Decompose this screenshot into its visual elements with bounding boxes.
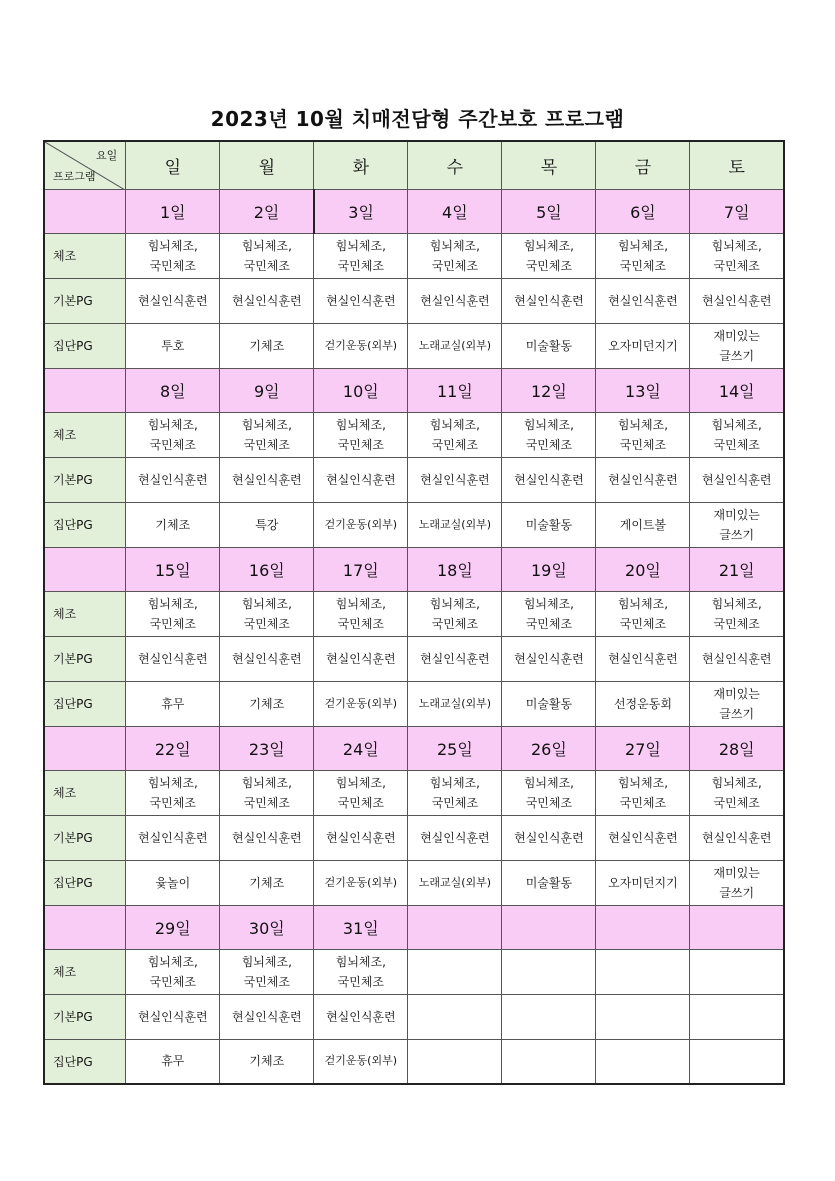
basic-pg-cell: 현실인식훈련 <box>126 457 220 502</box>
basic-pg-cell <box>690 994 784 1039</box>
group-pg-row <box>44 323 784 368</box>
exercise-cell-line: 국민체조 <box>619 616 667 631</box>
date-row-label-cell <box>44 547 126 591</box>
date-row-label-cell <box>44 726 126 770</box>
exercise-cell-line: 힘뇌체조, <box>147 238 198 253</box>
weekly-program-table <box>43 140 785 1085</box>
basic-pg-row <box>44 815 784 860</box>
date-cell: 20일 <box>596 547 690 591</box>
exercise-cell-line: 국민체조 <box>243 258 290 273</box>
group-pg-cell <box>596 323 690 368</box>
row-label-exercise: 체조 <box>44 233 126 278</box>
date-row <box>44 368 784 412</box>
date-cell: 17일 <box>314 547 408 591</box>
exercise-cell-line: 국민체조 <box>337 974 385 989</box>
exercise-cell-line: 힘뇌체조, <box>147 954 198 969</box>
date-cell: 24일 <box>314 726 408 770</box>
group-pg-cell <box>220 1039 314 1084</box>
group-pg-cell <box>126 860 220 905</box>
date-cell: 5일 <box>502 189 596 233</box>
group-pg-cell-line: 미술활동 <box>525 338 573 353</box>
basic-pg-cell: 현실인식훈련 <box>220 994 314 1039</box>
date-cell <box>596 905 690 949</box>
basic-pg-row <box>44 636 784 681</box>
group-pg-cell-line: 글쓰기 <box>719 527 755 542</box>
date-row-label-cell <box>44 368 126 412</box>
exercise-cell <box>502 770 596 815</box>
group-pg-cell <box>408 323 502 368</box>
group-pg-cell <box>690 502 784 547</box>
row-label-basic-pg: 기본PG <box>44 457 126 502</box>
group-pg-cell-line: 휴무 <box>161 1054 185 1069</box>
group-pg-cell-line: 걷기운동(외부) <box>324 517 398 531</box>
exercise-cell-line: 힘뇌체조, <box>241 954 292 969</box>
row-label-exercise: 체조 <box>44 591 126 636</box>
exercise-cell <box>220 949 314 994</box>
exercise-cell-line: 국민체조 <box>713 258 760 273</box>
basic-pg-cell: 현실인식훈련 <box>596 815 690 860</box>
group-pg-cell <box>596 860 690 905</box>
exercise-cell-line: 국민체조 <box>149 974 196 989</box>
exercise-cell <box>502 949 596 994</box>
group-pg-cell-line: 게이트볼 <box>619 517 667 532</box>
group-pg-cell-line: 미술활동 <box>525 517 573 532</box>
group-pg-cell <box>690 323 784 368</box>
exercise-cell-line: 힘뇌체조, <box>241 775 292 790</box>
exercise-cell-line: 힘뇌체조, <box>711 417 762 432</box>
basic-pg-cell: 현실인식훈련 <box>690 457 784 502</box>
date-row <box>44 189 784 233</box>
exercise-cell-line: 힘뇌체조, <box>429 596 480 611</box>
corner-header-cell <box>44 141 126 189</box>
date-cell <box>502 905 596 949</box>
basic-pg-cell: 현실인식훈련 <box>502 278 596 323</box>
exercise-cell <box>408 233 502 278</box>
exercise-cell <box>596 949 690 994</box>
exercise-row <box>44 949 784 994</box>
basic-pg-cell: 현실인식훈련 <box>220 636 314 681</box>
exercise-cell <box>314 233 408 278</box>
exercise-cell <box>314 949 408 994</box>
date-cell: 3일 <box>314 189 408 233</box>
row-label-basic-pg: 기본PG <box>44 815 126 860</box>
group-pg-cell <box>596 502 690 547</box>
group-pg-cell-line: 재미있는 <box>713 507 760 522</box>
exercise-cell <box>408 412 502 457</box>
exercise-row <box>44 770 784 815</box>
group-pg-cell-line: 노래교실(외부) <box>418 875 492 889</box>
group-pg-cell <box>314 323 408 368</box>
date-cell <box>408 905 502 949</box>
row-label-exercise: 체조 <box>44 949 126 994</box>
date-row <box>44 905 784 949</box>
exercise-cell-line: 국민체조 <box>337 258 385 273</box>
exercise-cell-line: 국민체조 <box>243 795 290 810</box>
group-pg-cell-line: 투호 <box>161 338 185 353</box>
group-pg-cell <box>314 681 408 726</box>
exercise-cell <box>596 233 690 278</box>
exercise-cell <box>502 591 596 636</box>
exercise-cell <box>502 412 596 457</box>
group-pg-cell <box>502 860 596 905</box>
exercise-cell-line: 국민체조 <box>525 437 573 452</box>
exercise-cell-line: 힘뇌체조, <box>335 596 386 611</box>
exercise-cell-line: 국민체조 <box>243 616 290 631</box>
exercise-cell-line: 국민체조 <box>619 258 667 273</box>
exercise-cell-line: 힘뇌체조, <box>711 596 762 611</box>
exercise-cell-line: 힘뇌체조, <box>523 775 574 790</box>
date-cell: 25일 <box>408 726 502 770</box>
group-pg-cell <box>126 502 220 547</box>
group-pg-cell <box>126 1039 220 1084</box>
date-cell: 8일 <box>126 368 220 412</box>
basic-pg-cell: 현실인식훈련 <box>314 994 408 1039</box>
exercise-row <box>44 233 784 278</box>
date-cell: 15일 <box>126 547 220 591</box>
exercise-cell-line: 국민체조 <box>713 616 760 631</box>
exercise-cell <box>408 949 502 994</box>
exercise-cell <box>126 412 220 457</box>
exercise-cell <box>314 412 408 457</box>
exercise-cell <box>690 949 784 994</box>
weekday-header: 월 <box>220 141 314 189</box>
group-pg-cell-line: 걷기운동(외부) <box>324 1054 398 1068</box>
exercise-cell-line: 힘뇌체조, <box>429 238 480 253</box>
exercise-cell-line: 국민체조 <box>525 258 573 273</box>
basic-pg-cell: 현실인식훈련 <box>502 636 596 681</box>
date-cell: 7일 <box>690 189 784 233</box>
basic-pg-cell: 현실인식훈련 <box>596 278 690 323</box>
date-cell: 31일 <box>314 905 408 949</box>
weekday-header: 토 <box>690 141 784 189</box>
exercise-cell-line: 국민체조 <box>431 616 479 631</box>
basic-pg-cell: 현실인식훈련 <box>314 815 408 860</box>
group-pg-cell <box>126 681 220 726</box>
schedule-body <box>44 189 784 1084</box>
basic-pg-cell: 현실인식훈련 <box>220 457 314 502</box>
date-cell: 30일 <box>220 905 314 949</box>
exercise-row <box>44 412 784 457</box>
basic-pg-cell: 현실인식훈련 <box>502 457 596 502</box>
weekday-header: 금 <box>596 141 690 189</box>
row-label-group-pg: 집단PG <box>44 1039 126 1084</box>
group-pg-cell-line: 기체조 <box>249 696 285 711</box>
basic-pg-cell: 현실인식훈련 <box>408 636 502 681</box>
group-pg-cell-line: 미술활동 <box>525 875 573 890</box>
weekday-header: 목 <box>502 141 596 189</box>
date-cell: 29일 <box>126 905 220 949</box>
basic-pg-cell <box>408 994 502 1039</box>
weekday-header: 화 <box>314 141 408 189</box>
exercise-cell-line: 힘뇌체조, <box>241 417 292 432</box>
exercise-cell-line: 힘뇌체조, <box>429 775 480 790</box>
group-pg-cell <box>690 860 784 905</box>
exercise-cell-line: 힘뇌체조, <box>523 238 574 253</box>
date-row <box>44 726 784 770</box>
basic-pg-cell: 현실인식훈련 <box>314 278 408 323</box>
exercise-cell <box>690 412 784 457</box>
group-pg-cell <box>502 1039 596 1084</box>
basic-pg-cell: 현실인식훈련 <box>220 278 314 323</box>
group-pg-cell-line: 특강 <box>255 517 279 532</box>
exercise-cell <box>596 591 690 636</box>
exercise-cell-line: 국민체조 <box>619 795 667 810</box>
group-pg-cell-line: 오자미던지기 <box>608 875 678 890</box>
date-cell: 4일 <box>408 189 502 233</box>
group-pg-cell <box>314 860 408 905</box>
exercise-cell-line: 국민체조 <box>525 795 573 810</box>
date-cell: 19일 <box>502 547 596 591</box>
exercise-cell <box>408 591 502 636</box>
group-pg-cell-line: 노래교실(외부) <box>418 517 492 531</box>
basic-pg-cell: 현실인식훈련 <box>126 815 220 860</box>
exercise-cell-line: 국민체조 <box>337 437 385 452</box>
group-pg-cell <box>314 502 408 547</box>
exercise-cell <box>220 412 314 457</box>
group-pg-cell <box>502 323 596 368</box>
exercise-cell-line: 힘뇌체조, <box>617 596 669 611</box>
group-pg-cell <box>220 502 314 547</box>
date-cell: 6일 <box>596 189 690 233</box>
exercise-cell-line: 힘뇌체조, <box>617 417 669 432</box>
exercise-cell <box>126 233 220 278</box>
exercise-cell-line: 힘뇌체조, <box>147 417 198 432</box>
exercise-cell-line: 국민체조 <box>149 258 196 273</box>
exercise-cell <box>314 770 408 815</box>
basic-pg-cell: 현실인식훈련 <box>502 815 596 860</box>
group-pg-cell-line: 윷놀이 <box>155 875 191 890</box>
exercise-cell <box>220 233 314 278</box>
exercise-cell-line: 국민체조 <box>149 437 196 452</box>
date-cell: 16일 <box>220 547 314 591</box>
exercise-cell <box>690 591 784 636</box>
group-pg-cell-line: 걷기운동(외부) <box>324 875 398 889</box>
exercise-cell-line: 국민체조 <box>149 616 196 631</box>
exercise-cell <box>690 233 784 278</box>
date-row-label-cell <box>44 905 126 949</box>
row-label-group-pg: 집단PG <box>44 502 126 547</box>
date-cell: 26일 <box>502 726 596 770</box>
exercise-cell-line: 힘뇌체조, <box>429 417 480 432</box>
date-cell: 9일 <box>220 368 314 412</box>
exercise-cell-line: 힘뇌체조, <box>711 775 762 790</box>
basic-pg-cell: 현실인식훈련 <box>596 457 690 502</box>
exercise-cell-line: 국민체조 <box>243 974 290 989</box>
group-pg-cell <box>596 1039 690 1084</box>
group-pg-cell <box>408 681 502 726</box>
exercise-cell <box>596 412 690 457</box>
exercise-cell-line: 힘뇌체조, <box>617 775 669 790</box>
exercise-cell <box>126 949 220 994</box>
basic-pg-cell: 현실인식훈련 <box>126 636 220 681</box>
group-pg-cell <box>408 860 502 905</box>
row-label-group-pg: 집단PG <box>44 860 126 905</box>
basic-pg-cell: 현실인식훈련 <box>408 815 502 860</box>
group-pg-cell-line: 걷기운동(외부) <box>324 696 398 710</box>
basic-pg-cell <box>596 994 690 1039</box>
basic-pg-cell: 현실인식훈련 <box>314 457 408 502</box>
exercise-cell <box>314 591 408 636</box>
exercise-cell-line: 국민체조 <box>149 795 196 810</box>
row-label-basic-pg: 기본PG <box>44 636 126 681</box>
exercise-row <box>44 591 784 636</box>
basic-pg-row <box>44 457 784 502</box>
exercise-cell-line: 힘뇌체조, <box>147 596 198 611</box>
exercise-cell-line: 힘뇌체조, <box>711 238 762 253</box>
date-cell: 14일 <box>690 368 784 412</box>
group-pg-row <box>44 681 784 726</box>
basic-pg-cell: 현실인식훈련 <box>408 457 502 502</box>
exercise-cell-line: 국민체조 <box>337 795 385 810</box>
group-pg-cell <box>690 1039 784 1084</box>
exercise-cell-line: 국민체조 <box>431 437 479 452</box>
exercise-cell-line: 힘뇌체조, <box>335 954 386 969</box>
date-row-label-cell <box>44 189 126 233</box>
group-pg-cell-line: 휴무 <box>161 696 185 711</box>
basic-pg-cell: 현실인식훈련 <box>408 278 502 323</box>
basic-pg-cell: 현실인식훈련 <box>690 815 784 860</box>
exercise-cell-line: 국민체조 <box>619 437 667 452</box>
group-pg-cell-line: 글쓰기 <box>719 348 755 363</box>
group-pg-cell-line: 선정운동회 <box>613 696 672 711</box>
basic-pg-cell: 현실인식훈련 <box>126 278 220 323</box>
date-cell: 23일 <box>220 726 314 770</box>
page-title: 2023년 10월 치매전담형 주간보호 프로그램 <box>210 107 625 131</box>
row-label-exercise: 체조 <box>44 770 126 815</box>
group-pg-cell <box>408 1039 502 1084</box>
weekday-header: 수 <box>408 141 502 189</box>
date-cell: 18일 <box>408 547 502 591</box>
exercise-cell-line: 힘뇌체조, <box>241 596 292 611</box>
corner-label-day: 요일 <box>96 149 118 162</box>
group-pg-row <box>44 860 784 905</box>
date-cell: 1일 <box>126 189 220 233</box>
group-pg-cell <box>314 1039 408 1084</box>
group-pg-cell-line: 기체조 <box>155 517 191 532</box>
group-pg-row <box>44 1039 784 1084</box>
group-pg-cell <box>502 681 596 726</box>
group-pg-cell-line: 걷기운동(외부) <box>324 338 398 352</box>
row-label-exercise: 체조 <box>44 412 126 457</box>
group-pg-cell-line: 기체조 <box>249 875 285 890</box>
exercise-cell-line: 힘뇌체조, <box>335 775 386 790</box>
group-pg-cell <box>126 323 220 368</box>
exercise-cell-line: 힘뇌체조, <box>617 238 669 253</box>
exercise-cell-line: 국민체조 <box>431 795 479 810</box>
group-pg-cell-line: 재미있는 <box>713 865 760 880</box>
exercise-cell-line: 힘뇌체조, <box>241 238 292 253</box>
row-label-group-pg: 집단PG <box>44 323 126 368</box>
exercise-cell <box>690 770 784 815</box>
exercise-cell <box>126 770 220 815</box>
group-pg-cell <box>220 681 314 726</box>
date-cell: 2일 <box>220 189 314 233</box>
exercise-cell-line: 힘뇌체조, <box>523 417 574 432</box>
weekday-header: 일 <box>126 141 220 189</box>
group-pg-cell-line: 미술활동 <box>525 696 573 711</box>
date-cell: 12일 <box>502 368 596 412</box>
basic-pg-cell: 현실인식훈련 <box>596 636 690 681</box>
exercise-cell-line: 힘뇌체조, <box>147 775 198 790</box>
exercise-cell <box>220 770 314 815</box>
group-pg-cell-line: 노래교실(외부) <box>418 338 492 352</box>
basic-pg-cell: 현실인식훈련 <box>314 636 408 681</box>
date-cell: 11일 <box>408 368 502 412</box>
basic-pg-cell: 현실인식훈련 <box>690 636 784 681</box>
date-cell: 28일 <box>690 726 784 770</box>
exercise-cell-line: 국민체조 <box>713 795 760 810</box>
group-pg-cell-line: 글쓰기 <box>719 885 755 900</box>
group-pg-cell-line: 기체조 <box>249 1054 285 1069</box>
date-cell: 22일 <box>126 726 220 770</box>
basic-pg-cell: 현실인식훈련 <box>690 278 784 323</box>
group-pg-cell <box>596 681 690 726</box>
exercise-cell-line: 국민체조 <box>431 258 479 273</box>
group-pg-cell <box>502 502 596 547</box>
exercise-cell <box>502 233 596 278</box>
exercise-cell-line: 국민체조 <box>337 616 385 631</box>
group-pg-cell-line: 글쓰기 <box>719 706 755 721</box>
row-label-basic-pg: 기본PG <box>44 278 126 323</box>
group-pg-cell-line: 재미있는 <box>713 328 760 343</box>
exercise-cell-line: 힘뇌체조, <box>523 596 574 611</box>
group-pg-cell <box>220 323 314 368</box>
exercise-cell <box>408 770 502 815</box>
group-pg-row <box>44 502 784 547</box>
basic-pg-row <box>44 994 784 1039</box>
date-cell <box>690 905 784 949</box>
group-pg-cell <box>220 860 314 905</box>
exercise-cell-line: 국민체조 <box>243 437 290 452</box>
exercise-cell <box>126 591 220 636</box>
group-pg-cell <box>690 681 784 726</box>
date-row <box>44 547 784 591</box>
basic-pg-cell <box>502 994 596 1039</box>
row-label-group-pg: 집단PG <box>44 681 126 726</box>
exercise-cell-line: 힘뇌체조, <box>335 238 386 253</box>
date-cell: 13일 <box>596 368 690 412</box>
group-pg-cell-line: 오자미던지기 <box>608 338 678 353</box>
group-pg-cell-line: 재미있는 <box>713 686 760 701</box>
basic-pg-row <box>44 278 784 323</box>
exercise-cell-line: 국민체조 <box>525 616 573 631</box>
basic-pg-cell: 현실인식훈련 <box>126 994 220 1039</box>
date-cell: 21일 <box>690 547 784 591</box>
group-pg-cell-line: 노래교실(외부) <box>418 696 492 710</box>
exercise-cell-line: 국민체조 <box>713 437 760 452</box>
group-pg-cell-line: 기체조 <box>249 338 285 353</box>
date-cell: 27일 <box>596 726 690 770</box>
exercise-cell <box>220 591 314 636</box>
row-label-basic-pg: 기본PG <box>44 994 126 1039</box>
exercise-cell-line: 힘뇌체조, <box>335 417 386 432</box>
corner-label-program: 프로그램 <box>53 169 96 183</box>
group-pg-cell <box>408 502 502 547</box>
exercise-cell <box>596 770 690 815</box>
date-cell: 10일 <box>314 368 408 412</box>
weekday-header-row <box>44 141 784 189</box>
basic-pg-cell: 현실인식훈련 <box>220 815 314 860</box>
